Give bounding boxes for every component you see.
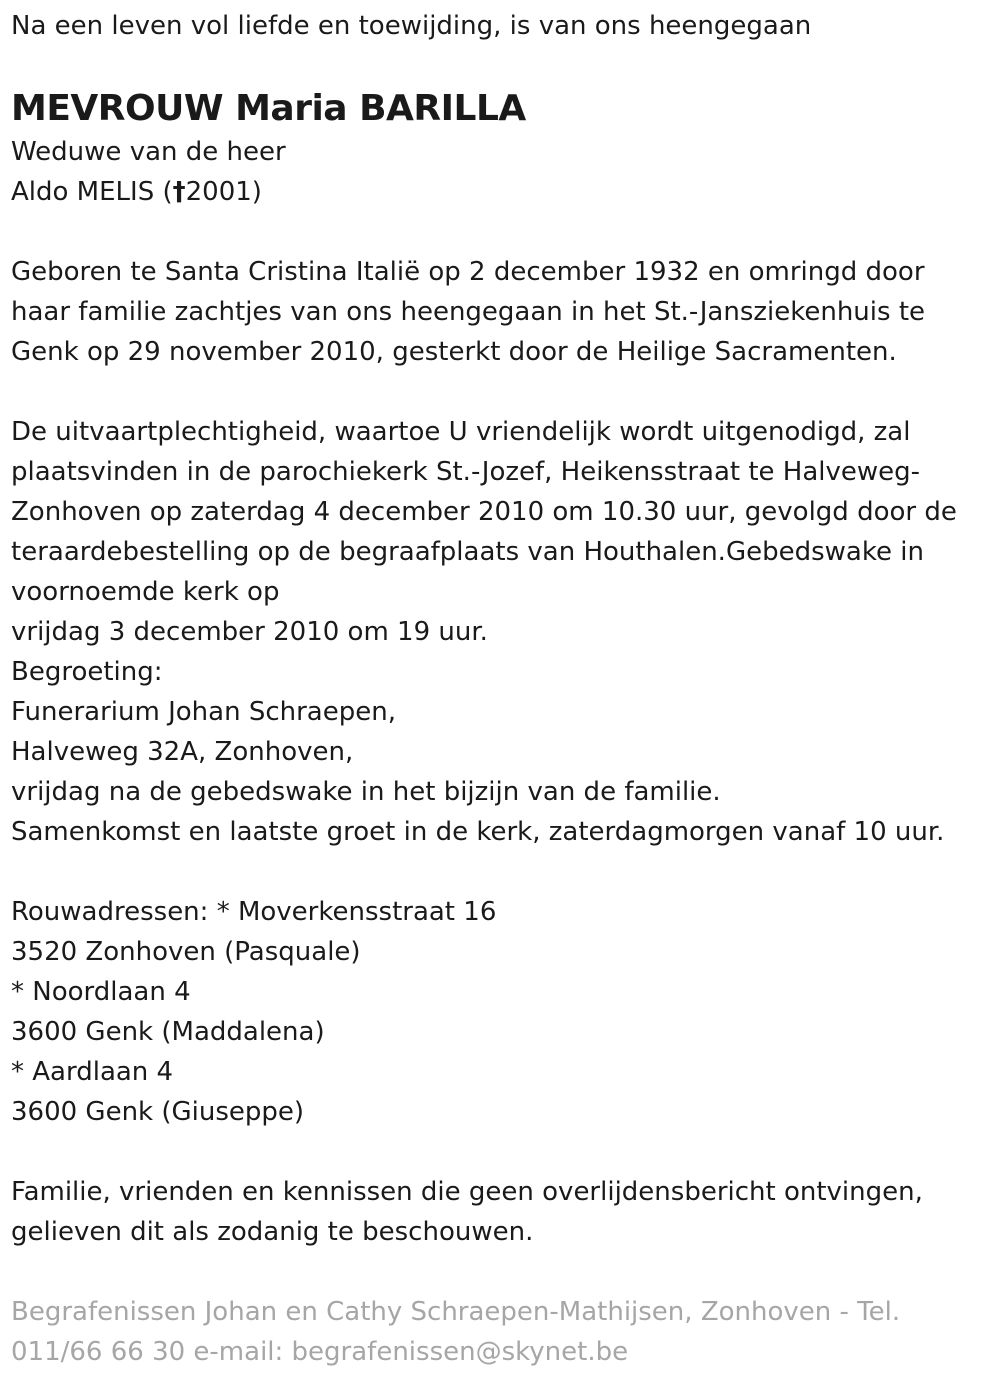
spouse-death-year: 2001) [185,177,262,207]
paragraph-line: Zonhoven op zaterdag 4 december 2010 om 10.30 uur, gevolgd door de [11,497,957,527]
relation-block [11,132,986,212]
paragraph-line: De uitvaartplechtigheid, waartoe U vriendelijk wordt uitgenodigd, zal [11,417,911,447]
cross-icon: † [172,177,186,207]
paragraph-line: teraardebestelling op de begraafplaats van Houthalen.Gebedswake in [11,537,924,567]
notice-line: gelieven dit als zodanig te beschouwen. [11,1217,534,1247]
paragraph-line: plaatsvinden in de parochiekerk St.-Jozef, Heikensstraat te Halveweg- [11,457,921,487]
address-line: 3600 Genk (Giuseppe) [11,1097,305,1127]
greeting-time: vrijdag na de gebedswake in het bijzijn van de familie. [11,777,721,807]
paragraph-line: voornoemde kerk op [11,577,280,607]
birth-paragraph [11,252,986,372]
notice-paragraph [11,1172,986,1252]
intro-text: Na een leven vol liefde en toewijding, is van ons heengegaan [11,11,812,41]
vigil-date: vrijdag 3 december 2010 om 19 uur. [11,617,488,647]
spouse-name: Aldo MELIS ( [11,177,173,207]
address-line: * Aardlaan 4 [11,1057,174,1087]
address-line: 3600 Genk (Maddalena) [11,1017,325,1047]
paragraph-line: Genk op 29 november 2010, gesterkt door de Heilige Sacramenten. [11,337,897,367]
farewell-line: Samenkomst en laatste groet in de kerk, zaterdagmorgen vanaf 10 uur. [11,817,945,847]
mourning-addresses [11,892,986,1132]
paragraph-line: haar familie zachtjes van ons heengegaan in het St.-Jansziekenhuis te [11,297,926,327]
address-line: * Noordlaan 4 [11,977,191,1007]
widow-line: Weduwe van de heer [11,137,286,167]
paragraph-line: Geboren te Santa Cristina Italië op 2 december 1932 en omringd door [11,257,925,287]
address-line: Rouwadressen: * Moverkensstraat 16 [11,897,497,927]
obituary-notice [11,6,986,1372]
funeral-home-name: Begrafenissen Johan en Cathy Schraepen-Mathijsen, Zonhoven - Tel. [11,1297,901,1327]
notice-line: Familie, vrienden en kennissen die geen overlijdensbericht ontvingen, [11,1177,923,1207]
funeral-home-contact: 011/66 66 30 e-mail: begrafenissen@skynet.be [11,1337,629,1367]
deceased-name: MEVROUW Maria BARILLA [11,88,526,129]
funeral-home-footer [11,1292,986,1372]
address-line: 3520 Zonhoven (Pasquale) [11,937,361,967]
funerarium-name: Funerarium Johan Schraepen, [11,697,396,727]
greeting-label: Begroeting: [11,657,163,687]
spouse-line [11,172,986,212]
funeral-paragraph [11,412,986,852]
funerarium-address: Halveweg 32A, Zonhoven, [11,737,354,767]
